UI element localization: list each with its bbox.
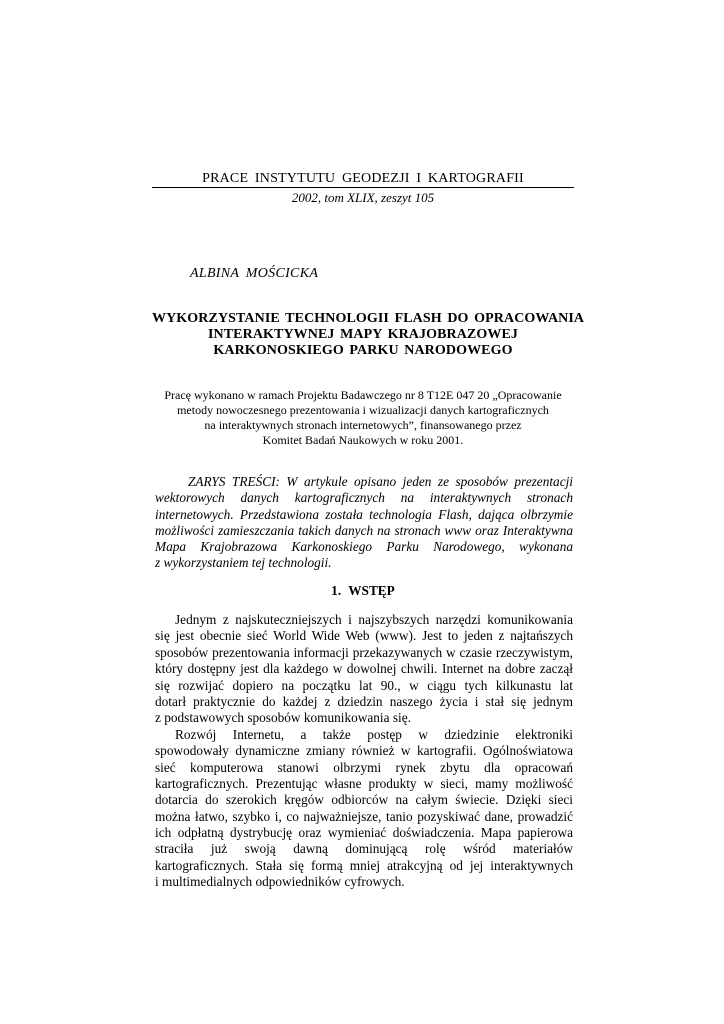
section-title: WSTĘP <box>348 583 395 598</box>
section-heading <box>152 583 574 599</box>
abstract-line: możliwości zamieszczania takich danych na stronach www oraz Interaktywna <box>155 522 573 538</box>
journal-issue: 2002, tom XLIX, zeszyt 105 <box>291 190 435 205</box>
body-line: dotarł praktycznie do każdej z dziedzin naszego życia i stał się jednym <box>155 693 573 709</box>
abstract-line: z wykorzystaniem tej technologii. <box>155 555 332 571</box>
body-line: spowodowały dynamiczne zmiany również w kartografii. Ogólnoświatowa <box>155 743 573 759</box>
abstract-line: wektorowych danych kartograficznych na interaktywnych stronach <box>155 490 573 506</box>
abstract-line: ZARYS TREŚCI: W artykule opisano jeden ze sposobów prezentacji <box>188 474 573 489</box>
header-rule <box>152 187 574 188</box>
title-line: KARKONOSKIEGO PARKU NARODOWEGO <box>213 343 513 358</box>
title-line: INTERAKTYWNEJ MAPY KRAJOBRAZOWEJ <box>207 327 519 342</box>
body-line: Jednym z najskuteczniejszych i najszybszych narzędzi komunikowania <box>175 612 573 627</box>
funding-line: Komitet Badań Naukowych w roku 2001. <box>262 433 464 447</box>
journal-title: PRACE INSTYTUTU GEODEZJI I KARTOGRAFII <box>202 171 524 186</box>
body-line: się rozwijać dopiero na początku lat 90., w ciągu tych kilkunastu lat <box>155 677 573 693</box>
body-line: kartograficznych. Stała się formą mniej atrakcyjną od jej interaktywnych <box>155 857 573 873</box>
body-line: Rozwój Internetu, a także postęp w dziedzinie elektroniki <box>175 726 573 742</box>
body-line: straciła już swoją dawną dominującą rolę wśród materiałów <box>155 841 573 857</box>
body-line: dotarcia do szerokich kręgów odbiorców na całym świecie. Dzięki sieci <box>155 792 573 808</box>
body-line: się jest obecnie sieć World Wide Web (www). Jest to jeden z najtańszych <box>155 628 573 644</box>
funding-note <box>152 388 574 448</box>
body-line: można łatwo, szybko i, co najważniejsze, tanio pozyskiwać dane, prowadzić <box>155 808 573 824</box>
body-line: ich odpłatną dystrybucję oraz wymieniać doświadczenia. Mapa papierowa <box>155 825 573 841</box>
abstract-line: Mapa Krajobrazowa Karkonoskiego Parku Narodowego, wykonana <box>155 539 573 555</box>
funding-line: na interaktywnych stronach internetowych”, finansowanego przez <box>204 418 522 432</box>
body-line: i multimedialnych odpowiedników cyfrowych. <box>155 874 405 890</box>
body-line: sposobów prezentowania informacji przekazywanych w czasie rzeczywistym, <box>155 644 573 660</box>
body-line: który dostępny jest dla każdego w dowolnej chwili. Internet na dobre zaczął <box>155 661 573 677</box>
abstract-line: internetowych. Przedstawiona została technologia Flash, dająca olbrzymie <box>155 506 573 522</box>
author-name: ALBINA MOŚCICKA <box>190 266 319 281</box>
body-line: sieć komputerowa stanowi olbrzymi rynek zbytu dla opracowań <box>155 759 573 775</box>
funding-line: Pracę wykonano w ramach Projektu Badawczego nr 8 T12E 047 20 „Opracowanie <box>164 388 562 402</box>
abstract <box>155 474 573 572</box>
body-line: kartograficznych. Prezentując własne produkty w sieci, mamy możliwość <box>155 775 573 791</box>
funding-line: metody nowoczesnego prezentowania i wizualizacji danych kartograficznych <box>177 403 549 417</box>
paper-title <box>152 311 585 359</box>
section-number: 1. <box>331 583 342 598</box>
body-line: z podstawowych sposobów komunikowania się. <box>155 710 411 726</box>
body-text <box>155 612 573 891</box>
title-line: WYKORZYSTANIE TECHNOLOGII FLASH DO OPRACOWANIA <box>152 311 585 326</box>
